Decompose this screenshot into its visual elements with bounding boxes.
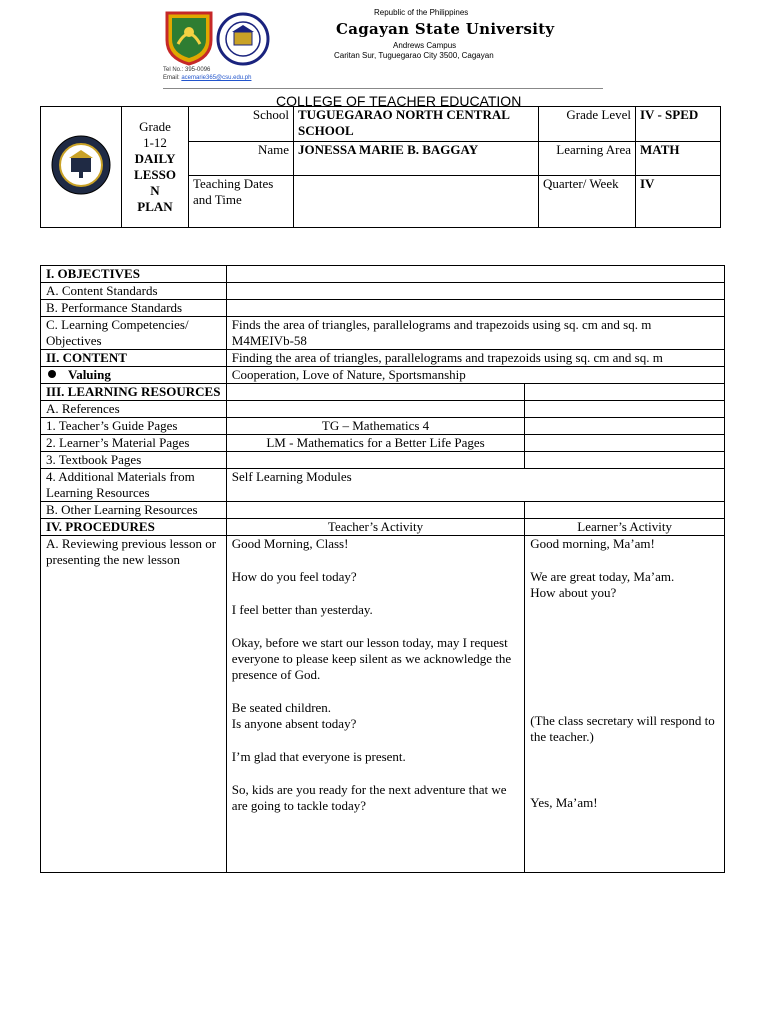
tg-value: TG – Mathematics 4	[226, 418, 525, 435]
learner-activity-heading: Learner’s Activity	[525, 519, 725, 536]
learning-area-value: MATH	[636, 142, 721, 176]
resources-heading: III. LEARNING RESOURCES	[41, 384, 227, 401]
teaching-dates-value	[294, 176, 539, 228]
school-value: TUGUEGARAO NORTH CENTRAL SCHOOL	[294, 107, 539, 142]
email-line	[163, 75, 251, 81]
other-resources-label: B. Other Learning Resources	[41, 502, 227, 519]
additional-materials-label: 4. Additional Materials from Learning Resources	[41, 469, 227, 502]
textbook-label: 3. Textbook Pages	[41, 452, 227, 469]
valuing-label: Valuing	[68, 367, 111, 382]
lesson-header-table	[40, 106, 721, 228]
learner-line: We are great today, Ma’am.	[530, 569, 675, 584]
republic-text: Republic of the Philippines	[374, 8, 469, 17]
school-label: School	[189, 107, 294, 142]
email-label: Email:	[163, 75, 182, 81]
teacher-activity-cell	[226, 536, 525, 873]
content-value: Finding the area of triangles, parallelograms and trapezoids using sq. cm and sq. m	[226, 350, 724, 367]
bullet-icon	[48, 370, 56, 378]
quarter-value: IV	[636, 176, 721, 228]
teacher-line: Is anyone absent today?	[231, 716, 357, 731]
learner-line: Yes, Ma’am!	[530, 795, 598, 810]
teacher-line: I’m glad that everyone is present.	[231, 749, 406, 764]
telephone: Tel No.: 395-0096	[163, 67, 211, 73]
procedures-heading: IV. PROCEDURES	[41, 519, 227, 536]
teaching-dates-label: Teaching Dates and Time	[189, 176, 294, 228]
content-standards-label: A. Content Standards	[41, 283, 227, 300]
university-name: Cagayan State University	[336, 20, 555, 38]
teacher-line: Good Morning, Class!	[231, 536, 349, 551]
plan-line-3: N	[150, 183, 160, 198]
letterhead-divider	[163, 88, 603, 89]
plan-line-1: DAILY	[134, 151, 176, 166]
competencies-label: C. Learning Competencies/ Objectives	[41, 317, 227, 350]
teacher-line: Okay, before we start our lesson today, may I request everyone to please keep silent as we acknowledge the presence of God.	[231, 635, 512, 682]
lm-value: LM - Mathematics for a Better Life Pages	[226, 435, 525, 452]
plan-line-2: LESSO	[134, 167, 176, 182]
campus-name: Andrews Campus	[393, 41, 457, 50]
learner-line: (The class secretary will respond to the teacher.)	[530, 713, 715, 744]
college-seal-icon	[216, 12, 270, 66]
university-logo-icon	[164, 10, 214, 66]
grade-range: 1-12	[143, 135, 167, 150]
performance-standards-label: B. Performance Standards	[41, 300, 227, 317]
learning-area-label: Learning Area	[539, 142, 636, 176]
deped-seal-icon	[50, 134, 112, 196]
competencies-text: Finds the area of triangles, parallelograms and trapezoids using sq. cm and sq. m	[231, 317, 652, 332]
additional-materials-value: Self Learning Modules	[226, 469, 724, 502]
college-title: COLLEGE OF TEACHER EDUCATION	[276, 93, 522, 106]
teacher-line: I feel better than yesterday.	[231, 602, 373, 617]
lesson-plan-table	[40, 265, 725, 873]
lm-label: 2. Learner’s Material Pages	[41, 435, 227, 452]
grade-level-value: IV - SPED	[636, 107, 721, 142]
teacher-activity-heading: Teacher’s Activity	[226, 519, 525, 536]
deped-seal-cell	[41, 107, 122, 228]
objectives-heading: I. OBJECTIVES	[41, 266, 227, 283]
tg-label: 1. Teacher’s Guide Pages	[41, 418, 227, 435]
teacher-line: Be seated children.	[231, 700, 332, 715]
name-value: JONESSA MARIE B. BAGGAY	[294, 142, 539, 176]
email-link[interactable]: acemarie365@csu.edu.ph	[181, 75, 252, 81]
teacher-line: So, kids are you ready for the next adventure that we are going to tackle today?	[231, 782, 507, 813]
review-label: A. Reviewing previous lesson or presenting the new lesson	[41, 536, 227, 873]
learner-line: Good morning, Ma’am!	[530, 536, 655, 551]
plan-line-4: PLAN	[137, 199, 173, 214]
learner-activity-cell	[525, 536, 725, 873]
learner-line: How about you?	[530, 585, 617, 600]
grade-level-label: Grade Level	[539, 107, 636, 142]
references-label: A. References	[41, 401, 227, 418]
university-address: Caritan Sur, Tuguegarao City 3500, Cagayan	[334, 51, 494, 60]
valuing-label-cell	[41, 367, 227, 384]
grade-label: Grade	[139, 119, 171, 134]
name-label: Name	[189, 142, 294, 176]
quarter-label: Quarter/ Week	[539, 176, 636, 228]
valuing-value: Cooperation, Love of Nature, Sportsmanship	[226, 367, 724, 384]
daily-lesson-plan-cell	[122, 107, 189, 228]
content-heading: II. CONTENT	[41, 350, 227, 367]
teacher-line: How do you feel today?	[231, 569, 357, 584]
competencies-code: M4MEIVb-58	[231, 333, 307, 348]
competencies-value	[226, 317, 724, 350]
